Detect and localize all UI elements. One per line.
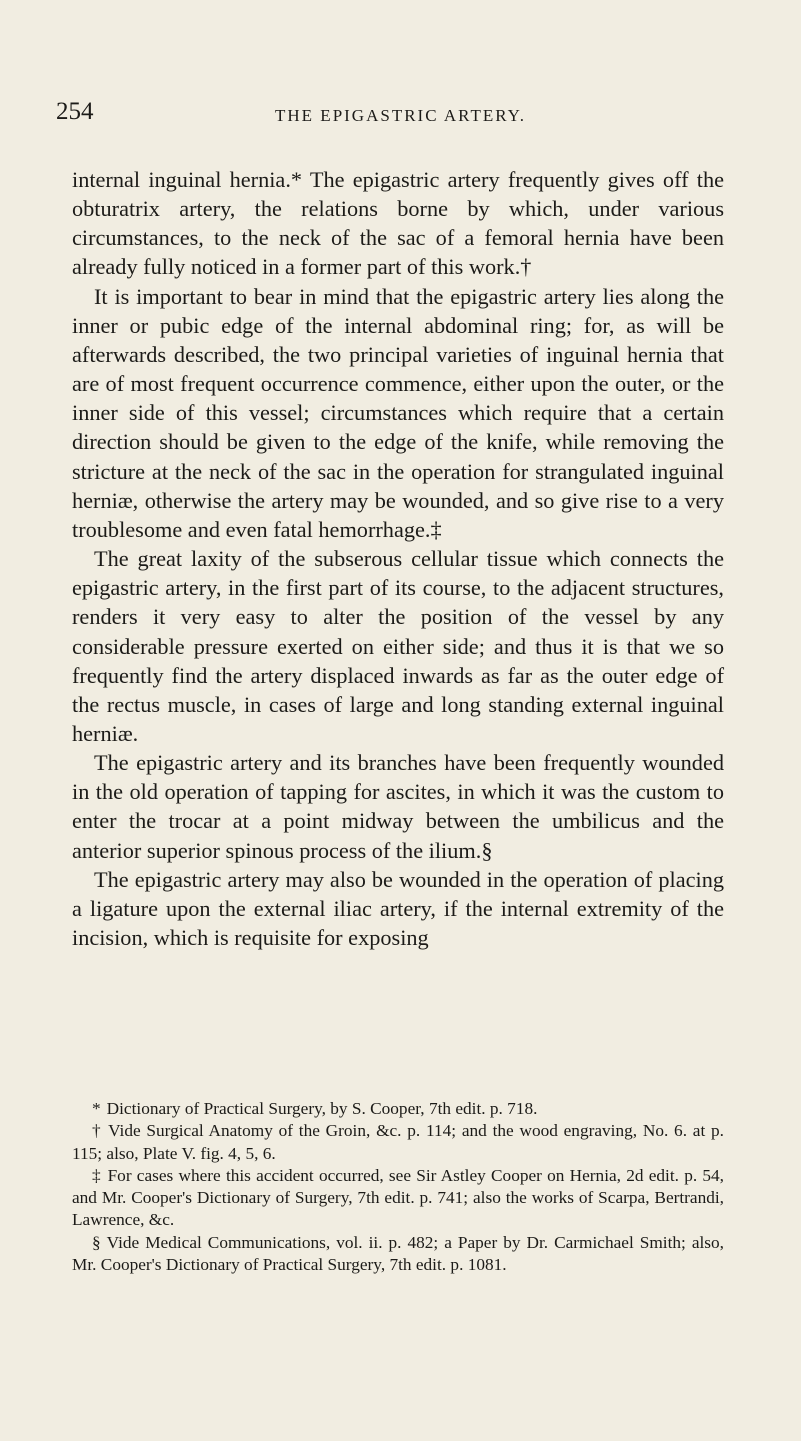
running-head: THE EPIGASTRIC ARTERY. bbox=[275, 106, 526, 125]
footnote-text: Vide Surgical Anatomy of the Groin, &c. p. 114; and the wood engraving, No. 6. at p. 115; also, Plate V. fig. 4, 5, 6. bbox=[72, 1121, 724, 1163]
footnote bbox=[72, 1232, 724, 1277]
footnote-mark: § bbox=[92, 1232, 101, 1252]
page-number: 254 bbox=[56, 98, 94, 125]
footnote bbox=[72, 1120, 724, 1165]
footnote-text: For cases where this accident occurred, see Sir Astley Cooper on Hernia, 2d edit. p. 54, and Mr. Cooper's Dictionary of Surgery, 7th edit. p. 741; also the works of Scarpa, Bertrandi, Lawrence, &c. bbox=[72, 1165, 724, 1230]
paragraph: The epigastric artery and its branches have been frequently wounded in the old operation of tapping for ascites, in which it was the custom to enter the trocar at a point midway between the umbilicus and the anterior superior spinous process of the ilium.§ bbox=[72, 750, 724, 863]
footnote-mark: † bbox=[92, 1121, 103, 1141]
paragraph: It is important to bear in mind that the epigastric artery lies along the inner or pubic edge of the internal abdominal ring; for, as will be afterwards described, the two principal varieties of inguinal hernia that are of most frequent occurrence commence, either upon the outer, or the inner side of this vessel; circumstances which require that a certain direction should be given to the edge of the knife, while removing the stricture at the neck of the sac in the operation for strangulated inguinal herniæ, otherwise the artery may be wounded, and so give rise to a very troublesome and even fatal hemorrhage.‡ bbox=[72, 283, 724, 542]
paragraph: The epigastric artery may also be wounded in the operation of placing a ligature upon the external iliac artery, if the internal extremity of the incision, which is requisite for exposing bbox=[72, 866, 724, 951]
footnote-text: Dictionary of Practical Surgery, by S. Cooper, 7th edit. p. 718. bbox=[106, 1099, 538, 1118]
footnotes bbox=[72, 1098, 724, 1276]
footnote bbox=[72, 1098, 724, 1120]
footnote-mark: * bbox=[92, 1099, 101, 1118]
body-text bbox=[72, 165, 724, 952]
paragraph-continued: internal inguinal hernia.* The epigastric artery frequently gives off the obturatrix artery, the relations borne by which, under various circumstances, to the neck of the sac of a femoral hernia have been already fully noticed in a former part of this work.† bbox=[72, 167, 724, 280]
footnote-mark: ‡ bbox=[92, 1165, 102, 1185]
paragraph: The great laxity of the subserous cellular tissue which connects the epigastric artery, in the first part of its course, to the adjacent structures, renders it very easy to alter the position of the vessel by any considerable pressure exerted on either side; and thus it is that we so frequently find the artery displaced inwards as far as the outer edge of the rectus muscle, in cases of large and long standing external inguinal herniæ. bbox=[72, 546, 724, 746]
footnote-text: Vide Medical Communications, vol. ii. p. 482; a Paper by Dr. Carmichael Smith; also, Mr. Cooper's Dictionary of Practical Surgery, 7th edit. p. 1081. bbox=[72, 1232, 724, 1275]
footnote bbox=[72, 1165, 724, 1232]
